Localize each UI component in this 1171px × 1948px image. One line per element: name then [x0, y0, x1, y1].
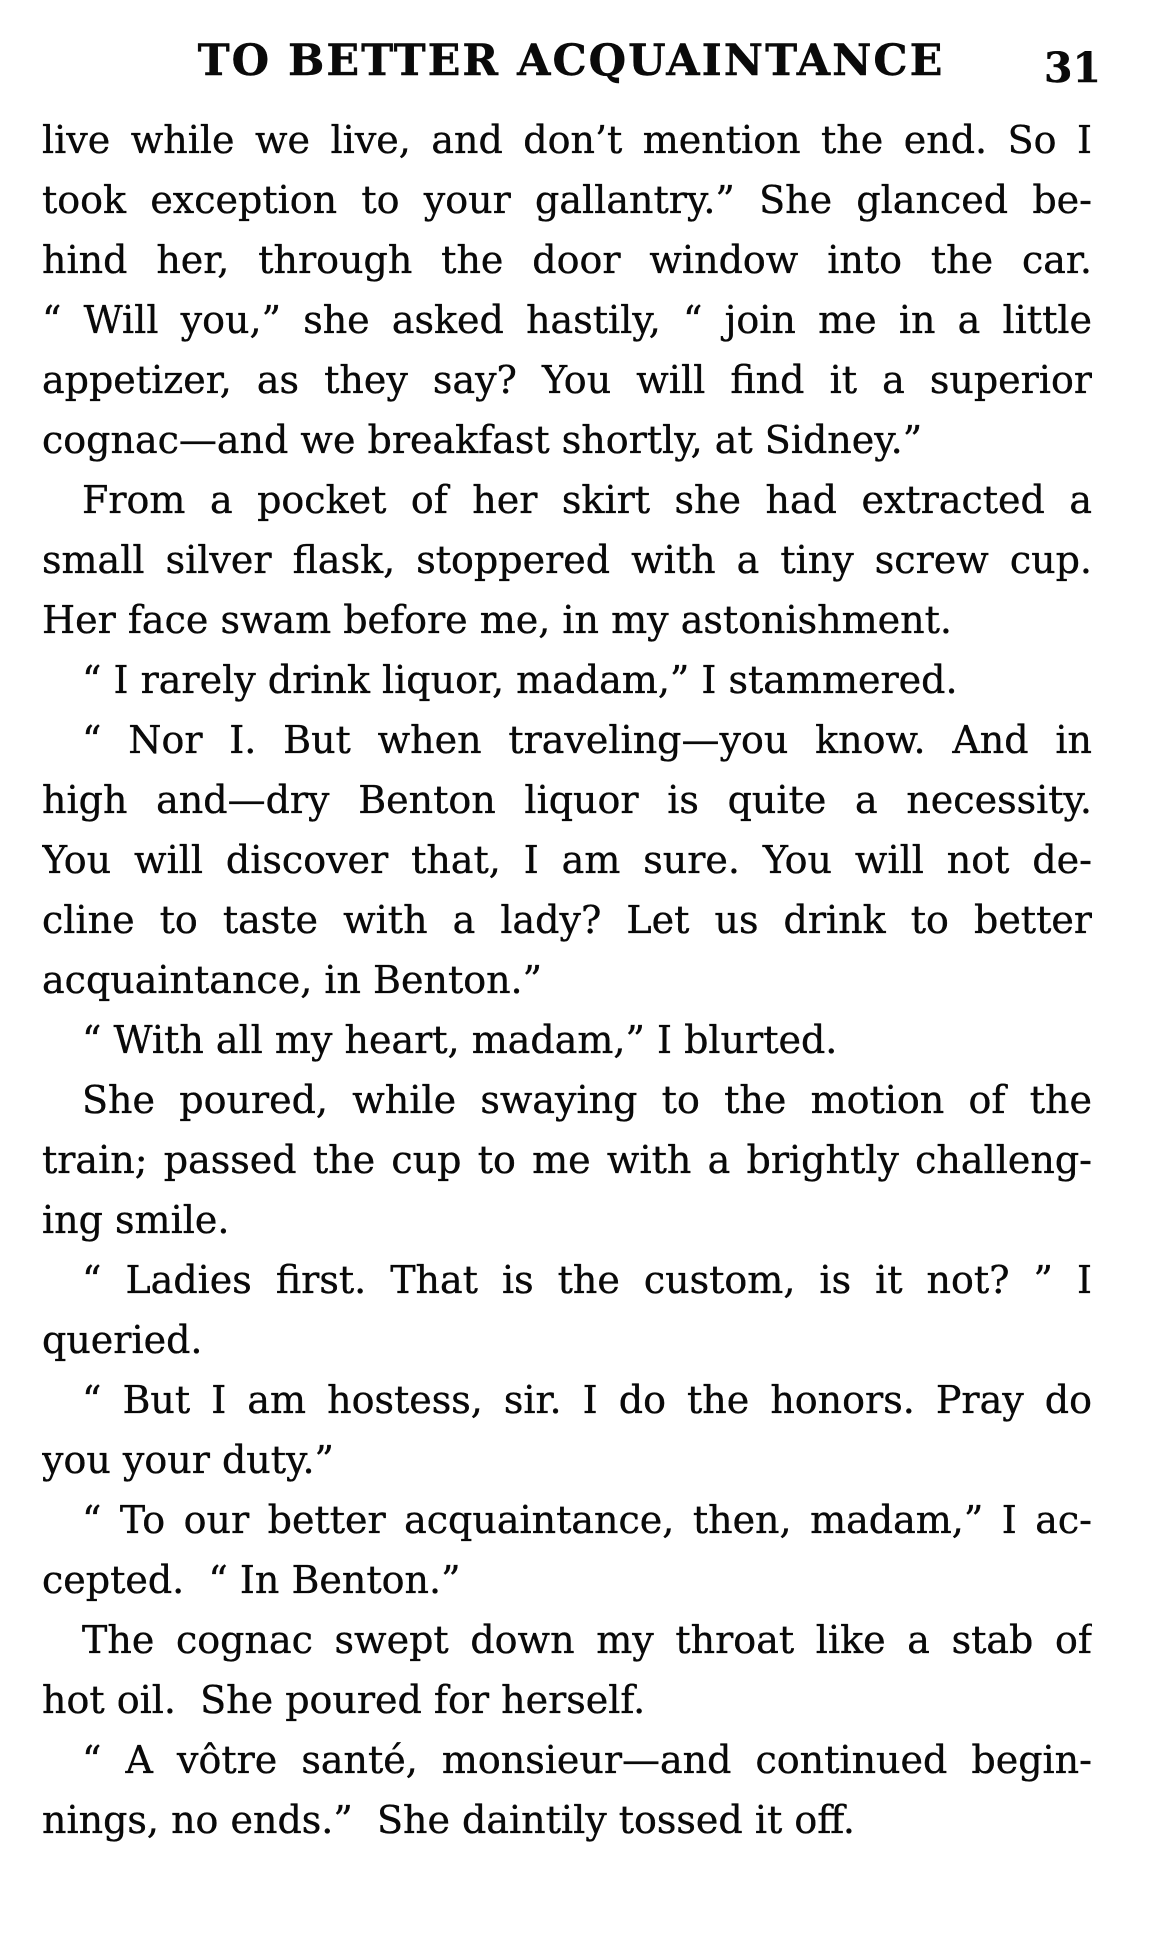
text-line: small silver flask, stoppered with a tiny screw cup.	[42, 538, 1092, 582]
text-line: From a pocket of her skirt she had extracted a	[82, 478, 1092, 522]
text-line: cepted. “ In Benton.”	[42, 1558, 461, 1602]
text-line: “ Will you,” she asked hastily, “ join me in a little	[42, 298, 1092, 342]
text-line: appetizer, as they say? You will find it a superior	[42, 358, 1092, 402]
text-line: took exception to your gallantry.” She glanced be-	[42, 178, 1092, 222]
text-line: hind her, through the door window into the car.	[42, 238, 1092, 282]
body-text	[42, 110, 1092, 1850]
text-line: “ To our better acquaintance, then, madam,” I ac-	[82, 1498, 1092, 1542]
text-line: queried.	[42, 1318, 203, 1362]
text-line: you your duty.”	[42, 1438, 334, 1482]
text-line: cognac—and we breakfast shortly, at Sidney.”	[42, 418, 923, 462]
text-line: “ I rarely drink liquor, madam,” I stammered.	[82, 658, 958, 702]
text-line: You will discover that, I am sure. You will not de-	[42, 838, 1092, 882]
text-line: “ Nor I. But when traveling—you know. And in	[82, 718, 1092, 762]
text-line: train; passed the cup to me with a brightly challeng-	[42, 1138, 1092, 1182]
text-line: live while we live, and don’t mention the end. So I	[42, 118, 1092, 162]
text-line: ing smile.	[42, 1198, 230, 1242]
page-header-title: TO BETTER ACQUAINTANCE	[197, 36, 945, 86]
running-head	[0, 36, 1171, 96]
text-line: “ With all my heart, madam,” I blurted.	[82, 1018, 838, 1062]
text-line: nings, no ends.” She daintily tossed it off.	[42, 1798, 855, 1842]
text-line: acquaintance, in Benton.”	[42, 958, 543, 1002]
text-line: She poured, while swaying to the motion of the	[82, 1078, 1092, 1122]
text-line: high and—dry Benton liquor is quite a necessity.	[42, 778, 1092, 822]
text-line: The cognac swept down my throat like a stab of	[82, 1618, 1092, 1662]
page-number: 31	[1044, 44, 1102, 92]
text-line: “ But I am hostess, sir. I do the honors. Pray do	[82, 1378, 1092, 1422]
text-line: hot oil. She poured for herself.	[42, 1678, 646, 1722]
text-line: “ A vôtre santé, monsieur—and continued begin-	[82, 1738, 1092, 1782]
text-line: Her face swam before me, in my astonishment.	[42, 598, 952, 642]
text-line: “ Ladies first. That is the custom, is it not? ” I	[82, 1258, 1092, 1302]
text-line: cline to taste with a lady? Let us drink to better	[42, 898, 1092, 942]
